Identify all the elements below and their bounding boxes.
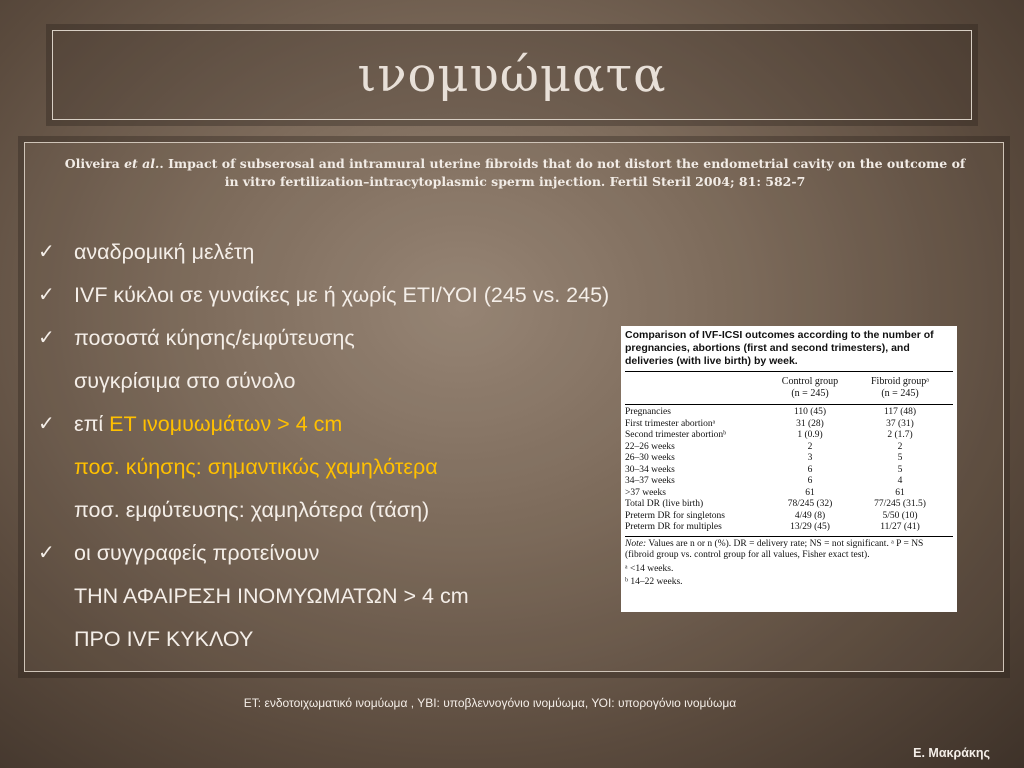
bullet-text [74,580,469,612]
bullet-line [38,365,638,408]
table-row [625,522,953,534]
table-cell: 117 (48) [883,407,917,417]
table-cell: 61 [805,487,815,498]
table-cell: 61 [895,487,905,498]
table-cell: 2 [807,441,813,452]
table-row [625,453,953,465]
table-cell: 2 [897,441,903,452]
table-row [625,499,953,511]
table-note: Note: Values are n or n (%). DR = delivery rate; NS = not significant. ᵃ P = NS (fibroid group vs. control group for all values, Fisher exact test). [625,538,924,560]
row-label: Pregnancies [625,407,671,417]
bullet-text-part: ΤΗΝ ΑΦΑΙΡΕΣΗ ΙΝΟΜΥΩΜΑΤΩΝ > 4 cm [74,584,469,608]
table-row [625,430,953,442]
bullet-text [74,623,253,655]
bullet-text-part: IVF κύκλοι σε γυναίκες με ή χωρίς ΕΤΙ/ΥΟΙ (245 vs. 245) [74,283,610,307]
fibroid-group-header: Fibroid groupᵃ (n = 245) [870,376,929,399]
table-cell: 3 [807,453,813,463]
table-row [625,407,953,419]
author-name: Ε. Μακράκης [913,746,990,760]
bullet-text [74,365,295,397]
table-cell: 4/49 (8) [794,510,826,521]
table-cell: 4 [897,476,903,486]
table-cell: 77/245 (31.5) [874,499,926,509]
table-cell: 11/27 (41) [880,522,920,532]
row-label: 22–26 weeks [625,441,675,452]
bullet-line [38,451,638,494]
table-footnote-a: ᵃ <14 weeks. [625,563,674,574]
table-cell: 5 [897,453,903,463]
citation-author: Oliveira [64,156,120,171]
row-label: Second trimester abortionᵇ [625,430,727,440]
table-cell: 5 [897,464,903,475]
bullet-line [38,537,638,580]
checkmark-icon: ✓ [38,542,55,564]
bullet-text-part: ποσοστά κύησης/εμφύτευσης [74,326,355,350]
row-label: >37 weeks [625,487,666,498]
table-caption: Comparison of IVF-ICSI outcomes according to the number of pregnancies, abortions (first and second trimesters), and deliveries (with live birth) by week. [625,329,934,367]
bullet-text [74,494,429,526]
bullet-text-part: ΠΡΟ IVF ΚΥΚΛΟΥ [74,627,254,651]
highlighted-text: ΕΤ ινομυωμάτων > 4 cm [109,412,343,436]
bullet-text-part: οι συγγραφείς προτείνουν [74,541,320,565]
table-header [625,372,953,404]
bullet-line [38,623,638,666]
bullet-text-part: αναδρομική μελέτη [74,240,255,264]
bullet-line [38,580,638,623]
checkmark-icon: ✓ [38,284,55,306]
table-row [625,511,953,523]
results-table-figure [621,326,957,612]
control-group-header: Control group (n = 245) [781,376,839,399]
table-cell: 5/50 (10) [882,510,918,521]
table-cell: 6 [807,476,813,486]
bullet-text-part: επί [74,412,110,436]
title-frame [52,30,972,120]
bullet-text [74,537,319,569]
bullet-list [38,236,638,666]
table-row [625,465,953,477]
bullet-text [74,408,342,440]
table-body [625,405,953,534]
bullet-line [38,408,638,451]
checkmark-icon: ✓ [38,241,55,263]
row-label: 30–34 weeks [625,464,675,475]
table-cell: 13/29 (45) [790,522,830,532]
row-label: Preterm DR for multiples [625,522,722,532]
table-cell: 31 (28) [796,418,824,429]
row-label: Total DR (live birth) [625,499,704,509]
abbreviations-footnote: ΕΤ: ενδοτοιχωματικό ινομύωμα , ΥΒΙ: υποβλεννογόνιο ινομύωμα, ΥΟΙ: υπορογόνιο ινομύωμα [243,696,737,710]
citation-etal: et al. [124,156,160,171]
row-label: Preterm DR for singletons [625,510,726,521]
bullet-text [74,451,438,483]
bullet-text-part: συγκρίσιμα στο σύνολο [74,369,296,393]
table-cell: 1 (0.9) [797,430,823,440]
row-label: First trimester abortionᵃ [625,418,716,429]
table-row [625,419,953,431]
checkmark-icon: ✓ [38,327,55,349]
bullet-line [38,322,638,365]
slide-title: ινομυώματα [357,47,667,103]
table-row [625,476,953,488]
table-cell: 37 (31) [886,418,914,429]
table-cell: 78/245 (32) [787,499,833,509]
table-cell: 110 (45) [793,407,827,417]
bullet-line [38,494,638,537]
bullet-line [38,236,638,279]
bullet-text [74,279,609,311]
table-footnote-b: ᵇ 14–22 weeks. [625,577,683,587]
table-row [625,442,953,454]
table-row [625,488,953,500]
checkmark-icon: ✓ [38,413,55,435]
table-cell: 6 [807,464,813,475]
bullet-text [74,236,254,268]
row-label: 26–30 weeks [625,453,675,463]
bullet-text-part: ποσ. εμφύτευσης: χαμηλότερα (τάση) [74,498,430,522]
row-label: 34–37 weeks [625,476,675,486]
bullet-text [74,322,355,354]
citation-text: . Impact of subserosal and intramural uterine fibroids that do not distort the endometrial cavity on the outcome of in vitro fertilization–intracytoplasmic sperm injection. Fertil Steril 2004; 81: 582-7 [159,156,966,189]
bullet-line [38,279,638,322]
highlighted-text: ποσ. κύησης: σημαντικώς χαμηλότερα [74,455,438,479]
table-cell: 2 (1.7) [887,430,913,440]
citation [60,155,970,191]
